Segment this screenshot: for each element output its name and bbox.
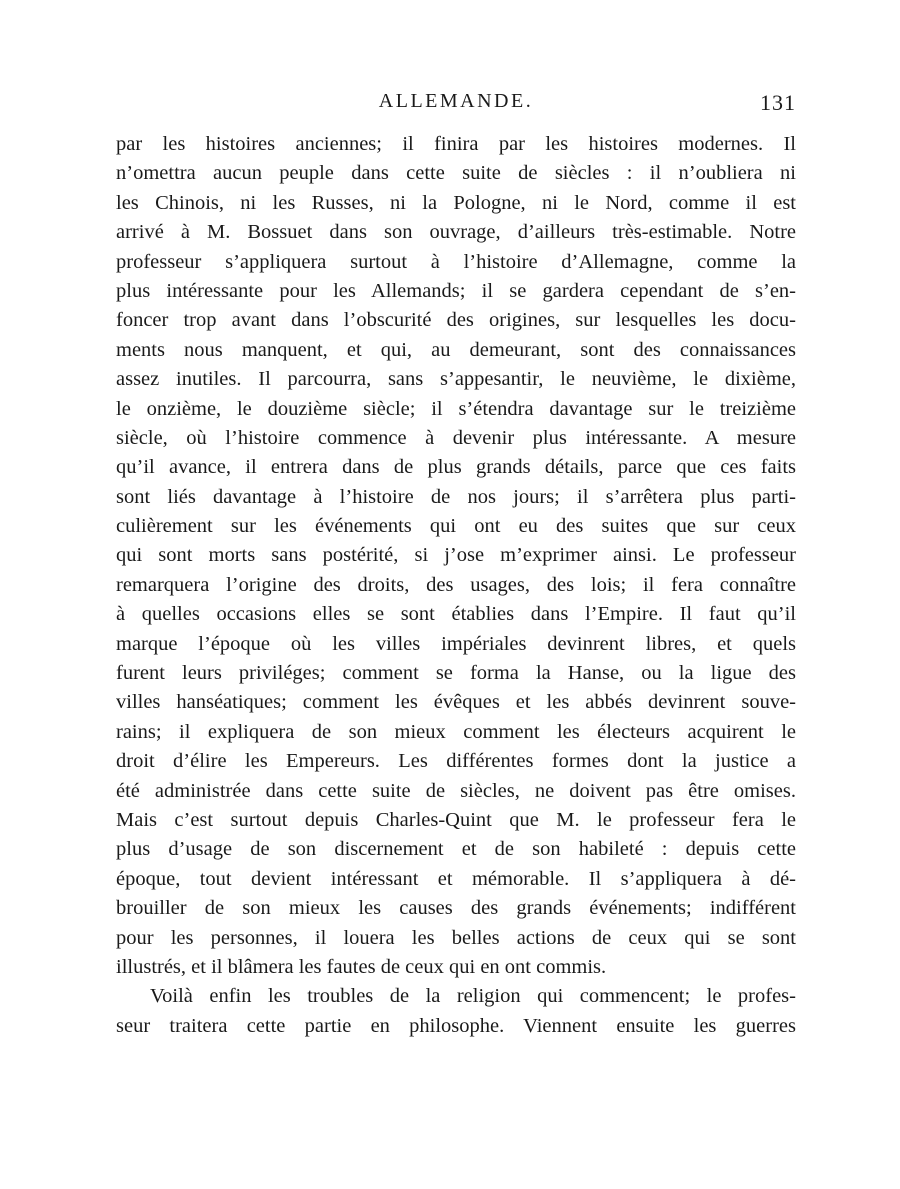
text-line: siècle, où l’histoire commence à devenir plus intéressante. A mesure xyxy=(116,426,796,449)
text-line: culièrement sur les événements qui ont eu des suites que sur ceux xyxy=(116,515,796,538)
page xyxy=(116,86,796,1041)
text-line: plus intéressante pour les Allemands; il se gardera cependant de s’en- xyxy=(116,279,796,302)
text-line: le onzième, le douzième siècle; il s’étendra davantage sur le treizième xyxy=(116,397,796,420)
text-line: pour les personnes, il louera les belles actions de ceux qui se sont xyxy=(116,926,796,949)
text-line: été administrée dans cette suite de siècles, ne doivent pas être omises. xyxy=(116,779,796,802)
text-line: seur traitera cette partie en philosophe. Viennent ensuite les guerres xyxy=(116,1014,796,1037)
text-line: Voilà enfin les troubles de la religion qui commencent; le profes- xyxy=(150,985,796,1008)
body-text xyxy=(116,130,796,1041)
page-number: 131 xyxy=(760,90,796,115)
text-line: sont liés davantage à l’histoire de nos jours; il s’arrêtera plus parti- xyxy=(116,485,796,508)
text-line: Mais c’est surtout depuis Charles-Quint que M. le professeur fera le xyxy=(116,808,796,831)
text-line: furent leurs priviléges; comment se forma la Hanse, ou la ligue des xyxy=(116,662,796,685)
text-line: époque, tout devient intéressant et mémorable. Il s’appliquera à dé- xyxy=(116,867,796,890)
paragraph xyxy=(116,982,796,1041)
text-line: à quelles occasions elles se sont établies dans l’Empire. Il faut qu’il xyxy=(116,603,796,626)
text-line: remarquera l’origine des droits, des usages, des lois; il fera connaître xyxy=(116,573,796,596)
text-line: plus d’usage de son discernement et de son habileté : depuis cette xyxy=(116,838,796,861)
text-line: professeur s’appliquera surtout à l’histoire d’Allemagne, comme la xyxy=(116,250,796,273)
text-line: marque l’époque où les villes impériales devinrent libres, et quels xyxy=(116,632,796,655)
text-line: arrivé à M. Bossuet dans son ouvrage, d’ailleurs très-estimable. Notre xyxy=(116,221,796,244)
text-line: assez inutiles. Il parcourra, sans s’appesantir, le neuvième, le dixième, xyxy=(116,368,796,391)
text-line: qui sont morts sans postérité, si j’ose m’exprimer ainsi. Le professeur xyxy=(116,544,796,567)
text-line: qu’il avance, il entrera dans de plus grands détails, parce que ces faits xyxy=(116,456,796,479)
text-line: par les histoires anciennes; il finira par les histoires modernes. Il xyxy=(116,133,796,155)
running-head-title: ALLEMANDE. xyxy=(378,90,534,112)
text-line: brouiller de son mieux les causes des grands événements; indifférent xyxy=(116,897,796,920)
text-line: rains; il expliquera de son mieux comment les électeurs acquirent le xyxy=(116,720,796,743)
text-line: ments nous manquent, et qui, au demeurant, sont des connaissances xyxy=(116,338,796,361)
text-line: droit d’élire les Empereurs. Les différentes formes dont la justice a xyxy=(116,750,796,773)
text-line: foncer trop avant dans l’obscurité des origines, sur lesquelles les docu- xyxy=(116,309,796,332)
running-head xyxy=(116,86,796,126)
text-line: les Chinois, ni les Russes, ni la Pologne, ni le Nord, comme il est xyxy=(116,191,796,214)
text-line: n’omettra aucun peuple dans cette suite de siècles : il n’oubliera ni xyxy=(116,162,796,185)
text-line: villes hanséatiques; comment les évêques et les abbés devinrent souve- xyxy=(116,691,796,714)
paragraph xyxy=(116,130,796,982)
text-line: illustrés, et il blâmera les fautes de ceux qui en ont commis. xyxy=(116,955,607,978)
